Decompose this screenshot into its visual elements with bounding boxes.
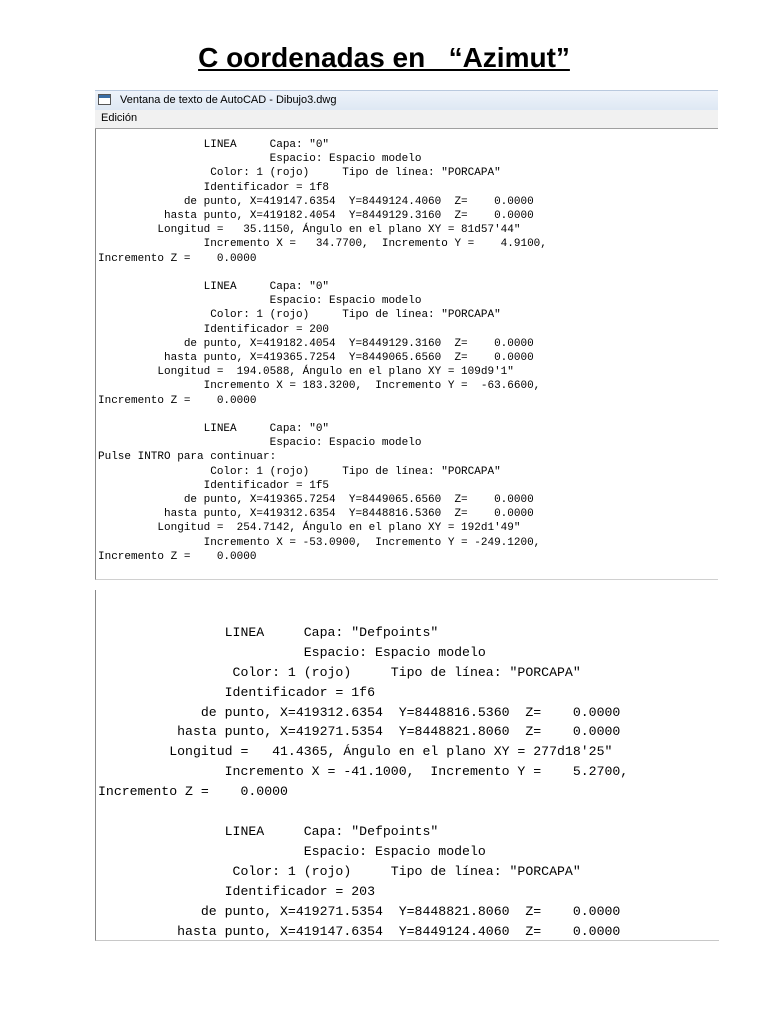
- window-title: Ventana de texto de AutoCAD - Dibujo3.dwg: [120, 94, 337, 106]
- output-line: Incremento X = -41.1000, Incremento Y = 5.2700,: [98, 764, 629, 780]
- output-line: Espacio: Espacio modelo: [98, 295, 422, 308]
- output-line: Color: 1 (rojo) Tipo de línea: "PORCAPA": [98, 309, 501, 322]
- output-line: LINEA Capa: "Defpoints": [98, 823, 439, 839]
- output-line: Incremento Z = 0.0000: [98, 394, 257, 407]
- output-line: LINEA Capa: "Defpoints": [98, 624, 439, 640]
- output-line: Incremento X = 34.7700, Incremento Y = 4.9100,: [98, 238, 547, 251]
- output-line: LINEA Capa: "0": [98, 139, 330, 151]
- output-line: LINEA Capa: "0": [98, 281, 330, 294]
- autocad-text-window: [95, 90, 718, 580]
- output-line: Incremento Z = 0.0000: [98, 550, 257, 563]
- output-line: hasta punto, X=419365.7254 Y=8449065.6560 Z= 0.0000: [98, 352, 534, 365]
- command-history-text-area[interactable]: [95, 129, 718, 580]
- command-output-text: [98, 138, 547, 564]
- output-line: Identificador = 1f8: [98, 181, 330, 194]
- output-line: hasta punto, X=419271.5354 Y=8448821.8060 Z= 0.0000: [98, 724, 621, 740]
- output-line: Espacio: Espacio modelo: [98, 644, 486, 660]
- output-line: Identificador = 1f6: [98, 684, 375, 700]
- output-line: de punto, X=419147.6354 Y=8449124.4060 Z= 0.0000: [98, 195, 534, 208]
- output-line: hasta punto, X=419182.4054 Y=8449129.3160 Z= 0.0000: [98, 210, 534, 223]
- menu-item-edicion[interactable]: Edición: [101, 112, 138, 124]
- output-line: Incremento Z = 0.0000: [98, 252, 257, 265]
- output-line: Incremento Z = 0.0000: [98, 784, 288, 800]
- output-line: Identificador = 200: [98, 323, 330, 336]
- output-line: LINEA Capa: "0": [98, 423, 330, 436]
- output-line: Color: 1 (rojo) Tipo de línea: "PORCAPA": [98, 863, 581, 879]
- output-line: Longitud = 35.1150, Ángulo en el plano XY = 81d57'44": [98, 224, 521, 237]
- output-line: Espacio: Espacio modelo: [98, 437, 422, 450]
- output-line: Color: 1 (rojo) Tipo de línea: "PORCAPA": [98, 465, 501, 478]
- output-line: Color: 1 (rojo) Tipo de línea: "PORCAPA": [98, 167, 501, 180]
- menu-bar: [95, 110, 718, 129]
- window-app-icon: [98, 94, 111, 105]
- output-line: de punto, X=419312.6354 Y=8448816.5360 Z= 0.0000: [98, 704, 621, 720]
- output-line: Longitud = 254.7142, Ángulo en el plano XY = 192d1'49": [98, 522, 521, 535]
- output-line: de punto, X=419182.4054 Y=8449129.3160 Z= 0.0000: [98, 337, 534, 350]
- output-line: Identificador = 1f5: [98, 479, 330, 492]
- output-line: Color: 1 (rojo) Tipo de línea: "PORCAPA": [98, 664, 581, 680]
- command-output-text-continued: [98, 603, 628, 941]
- output-line: Incremento X = -53.0900, Incremento Y = -249.1200,: [98, 536, 541, 549]
- output-line: Longitud = 194.0588, Ángulo en el plano XY = 109d9'1": [98, 366, 514, 379]
- page-title: C oordenadas en “Azimut”: [198, 42, 570, 73]
- output-line: hasta punto, X=419312.6354 Y=8448816.5360 Z= 0.0000: [98, 508, 534, 521]
- output-line: de punto, X=419271.5354 Y=8448821.8060 Z= 0.0000: [98, 903, 621, 919]
- output-line: Espacio: Espacio modelo: [98, 153, 422, 166]
- window-titlebar[interactable]: [95, 90, 718, 111]
- output-line: Identificador = 203: [98, 883, 375, 899]
- output-line: Espacio: Espacio modelo: [98, 843, 486, 859]
- output-line: Longitud = 41.4365, Ángulo en el plano XY = 277d18'25": [98, 744, 613, 760]
- output-line: de punto, X=419365.7254 Y=8449065.6560 Z= 0.0000: [98, 494, 534, 507]
- output-line: hasta punto, X=419147.6354 Y=8449124.4060 Z= 0.0000: [98, 923, 621, 939]
- command-history-text-area-continued[interactable]: [95, 590, 719, 941]
- output-line: Pulse INTRO para continuar:: [98, 451, 277, 464]
- output-line: Incremento X = 183.3200, Incremento Y = -63.6600,: [98, 380, 541, 393]
